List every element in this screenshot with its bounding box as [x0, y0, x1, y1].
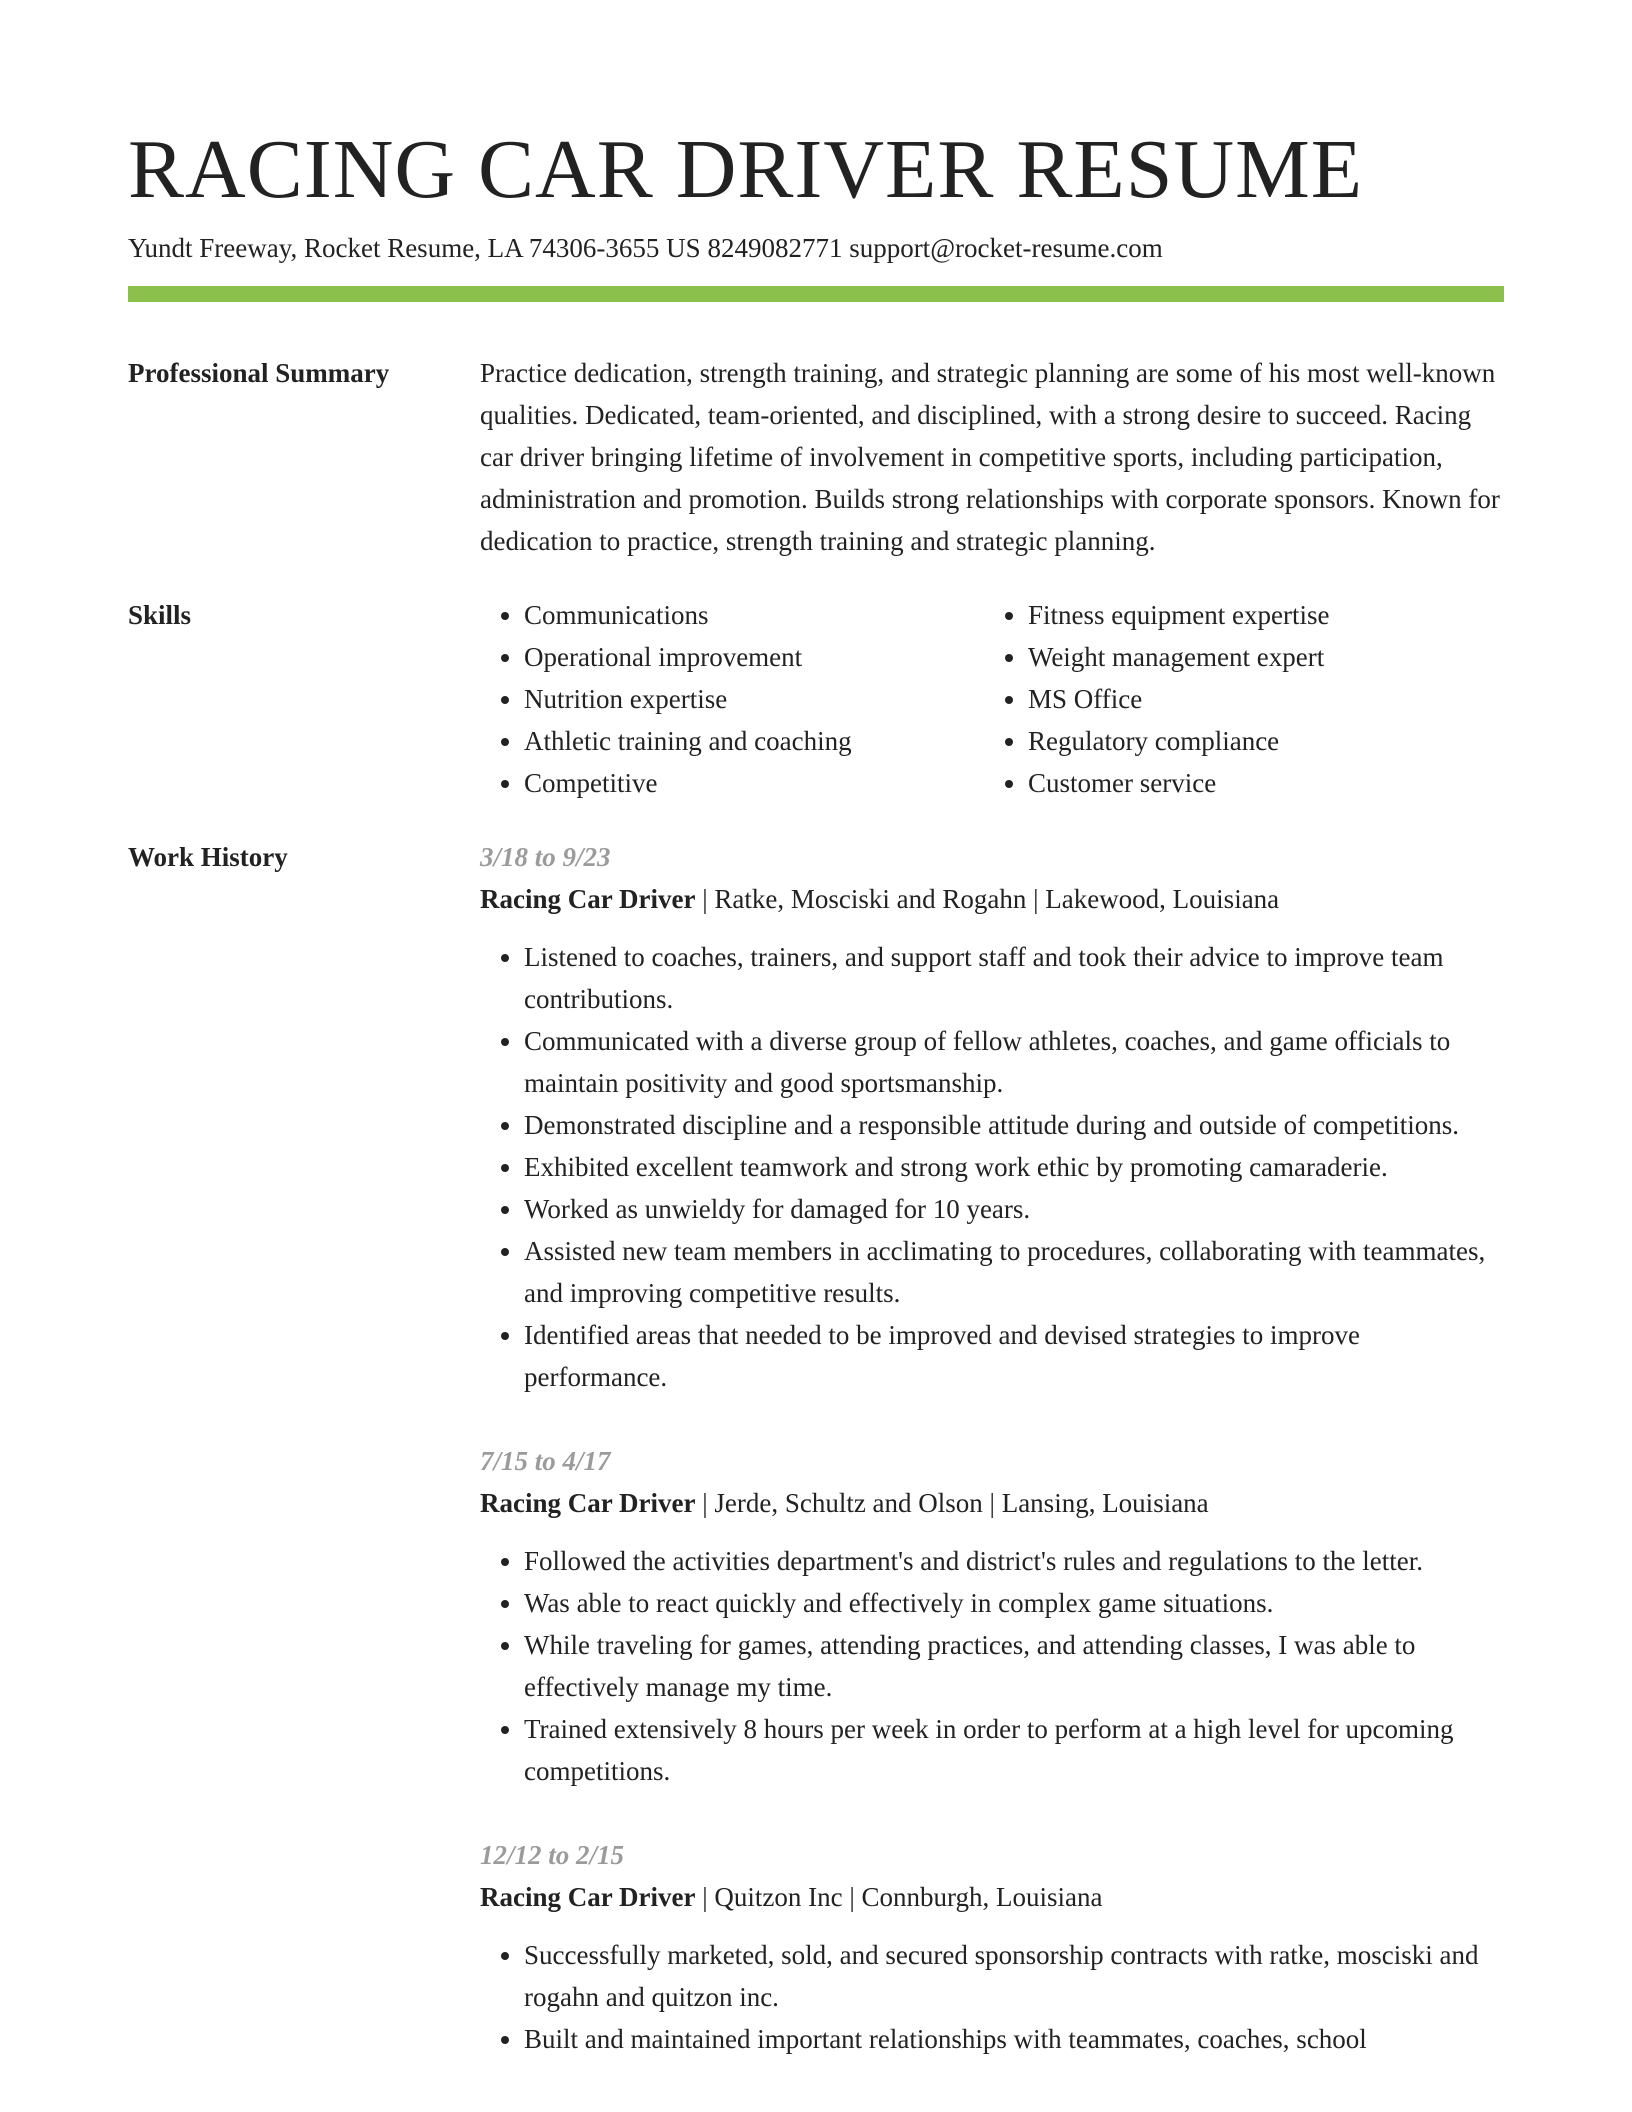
contact-line — [128, 230, 1504, 266]
job-bullet: • Worked as unwieldy for damaged for 10 years. — [524, 1188, 1504, 1230]
summary-section — [128, 352, 1504, 562]
job-heading — [480, 1876, 1504, 1918]
skill-item: • Fitness equipment expertise — [1028, 594, 1488, 636]
work-history-heading: Work History — [128, 842, 288, 872]
contact-address: Yundt Freeway, Rocket Resume, LA 74306-3655 US — [128, 233, 701, 263]
job-bullet: • Was able to react quickly and effectively in complex game situations. — [524, 1582, 1504, 1624]
skill-item: • Operational improvement — [524, 636, 984, 678]
skill-item: • Regulatory compliance — [1028, 720, 1488, 762]
job-dates: 3/18 to 9/23 — [480, 842, 611, 872]
job-details: | Quitzon Inc | Connburgh, Louisiana — [695, 1882, 1103, 1912]
skill-item: • Athletic training and coaching — [524, 720, 984, 762]
job-title: Racing Car Driver — [480, 1882, 696, 1912]
job-bullet: • Followed the activities department's and district's rules and regulations to the letter. — [524, 1540, 1504, 1582]
job-bullet: • Exhibited excellent teamwork and strong work ethic by promoting camaraderie. — [524, 1146, 1504, 1188]
job-entry — [480, 836, 1504, 1398]
skills-grid — [480, 594, 1504, 804]
resume-title: RACING CAR DRIVER RESUME — [128, 123, 1364, 216]
skills-list-left — [480, 594, 984, 804]
job-entry — [480, 1834, 1504, 2060]
job-heading — [480, 878, 1504, 920]
job-bullet: • Listened to coaches, trainers, and support staff and took their advice to improve team contributions. — [524, 936, 1504, 1020]
job-bullet: • Identified areas that needed to be improved and devised strategies to improve performance. — [524, 1314, 1504, 1398]
job-bullet: • Successfully marketed, sold, and secured sponsorship contracts with ratke, mosciski and rogahn and quitzon inc. — [524, 1934, 1504, 2018]
job-details: | Jerde, Schultz and Olson | Lansing, Louisiana — [695, 1488, 1209, 1518]
job-bullet: • Trained extensively 8 hours per week in order to perform at a high level for upcoming competitions. — [524, 1708, 1504, 1792]
skill-item: • Nutrition expertise — [524, 678, 984, 720]
job-bullet: • Communicated with a diverse group of fellow athletes, coaches, and game officials to maintain positivity and good sportsmanship. — [524, 1020, 1504, 1104]
summary-text: Practice dedication, strength training, and strategic planning are some of his most well-known qualities. Dedicated, team-oriented, and disciplined, with a strong desire to succeed. Racing car driver bringing lifetime of involvement in competitive sports, including participation, administration and promotion. Builds strong relationships with corporate sponsors. Known for dedication to practice, strength training and strategic planning. — [480, 358, 1500, 556]
job-bullet: • Demonstrated discipline and a responsible attitude during and outside of competitions. — [524, 1104, 1504, 1146]
contact-phone: 8249082771 — [707, 233, 843, 263]
skill-item: • MS Office — [1028, 678, 1488, 720]
job-heading — [480, 1482, 1504, 1524]
skill-item: • Communications — [524, 594, 984, 636]
skill-item: • Competitive — [524, 762, 984, 804]
skills-list-right — [984, 594, 1488, 804]
skills-body — [480, 594, 1504, 804]
job-entry — [480, 1440, 1504, 1792]
job-details: | Ratke, Mosciski and Rogahn | Lakewood, Louisiana — [695, 884, 1280, 914]
job-title: Racing Car Driver — [480, 1488, 696, 1518]
skills-heading: Skills — [128, 600, 192, 630]
job-bullets — [480, 936, 1504, 1398]
job-dates: 7/15 to 4/17 — [480, 1446, 611, 1476]
job-bullet: • Built and maintained important relationships with teammates, coaches, school — [524, 2018, 1504, 2060]
skill-item: • Customer service — [1028, 762, 1488, 804]
work-history-body — [480, 836, 1504, 2102]
skill-item: • Weight management expert — [1028, 636, 1488, 678]
job-title: Racing Car Driver — [480, 884, 696, 914]
skills-section — [128, 594, 1504, 804]
job-bullet: • While traveling for games, attending practices, and attending classes, I was able to effectively manage my time. — [524, 1624, 1504, 1708]
job-dates: 12/12 to 2/15 — [480, 1840, 625, 1870]
summary-heading: Professional Summary — [128, 358, 390, 388]
resume-page — [128, 120, 1504, 2102]
job-bullets — [480, 1540, 1504, 1792]
job-bullets — [480, 1934, 1504, 2060]
work-history-section — [128, 836, 1504, 2102]
header-divider — [128, 286, 1504, 302]
contact-email[interactable]: support@rocket-resume.com — [849, 233, 1163, 263]
job-bullet: • Assisted new team members in acclimating to procedures, collaborating with teammates, and improving competitive results. — [524, 1230, 1504, 1314]
